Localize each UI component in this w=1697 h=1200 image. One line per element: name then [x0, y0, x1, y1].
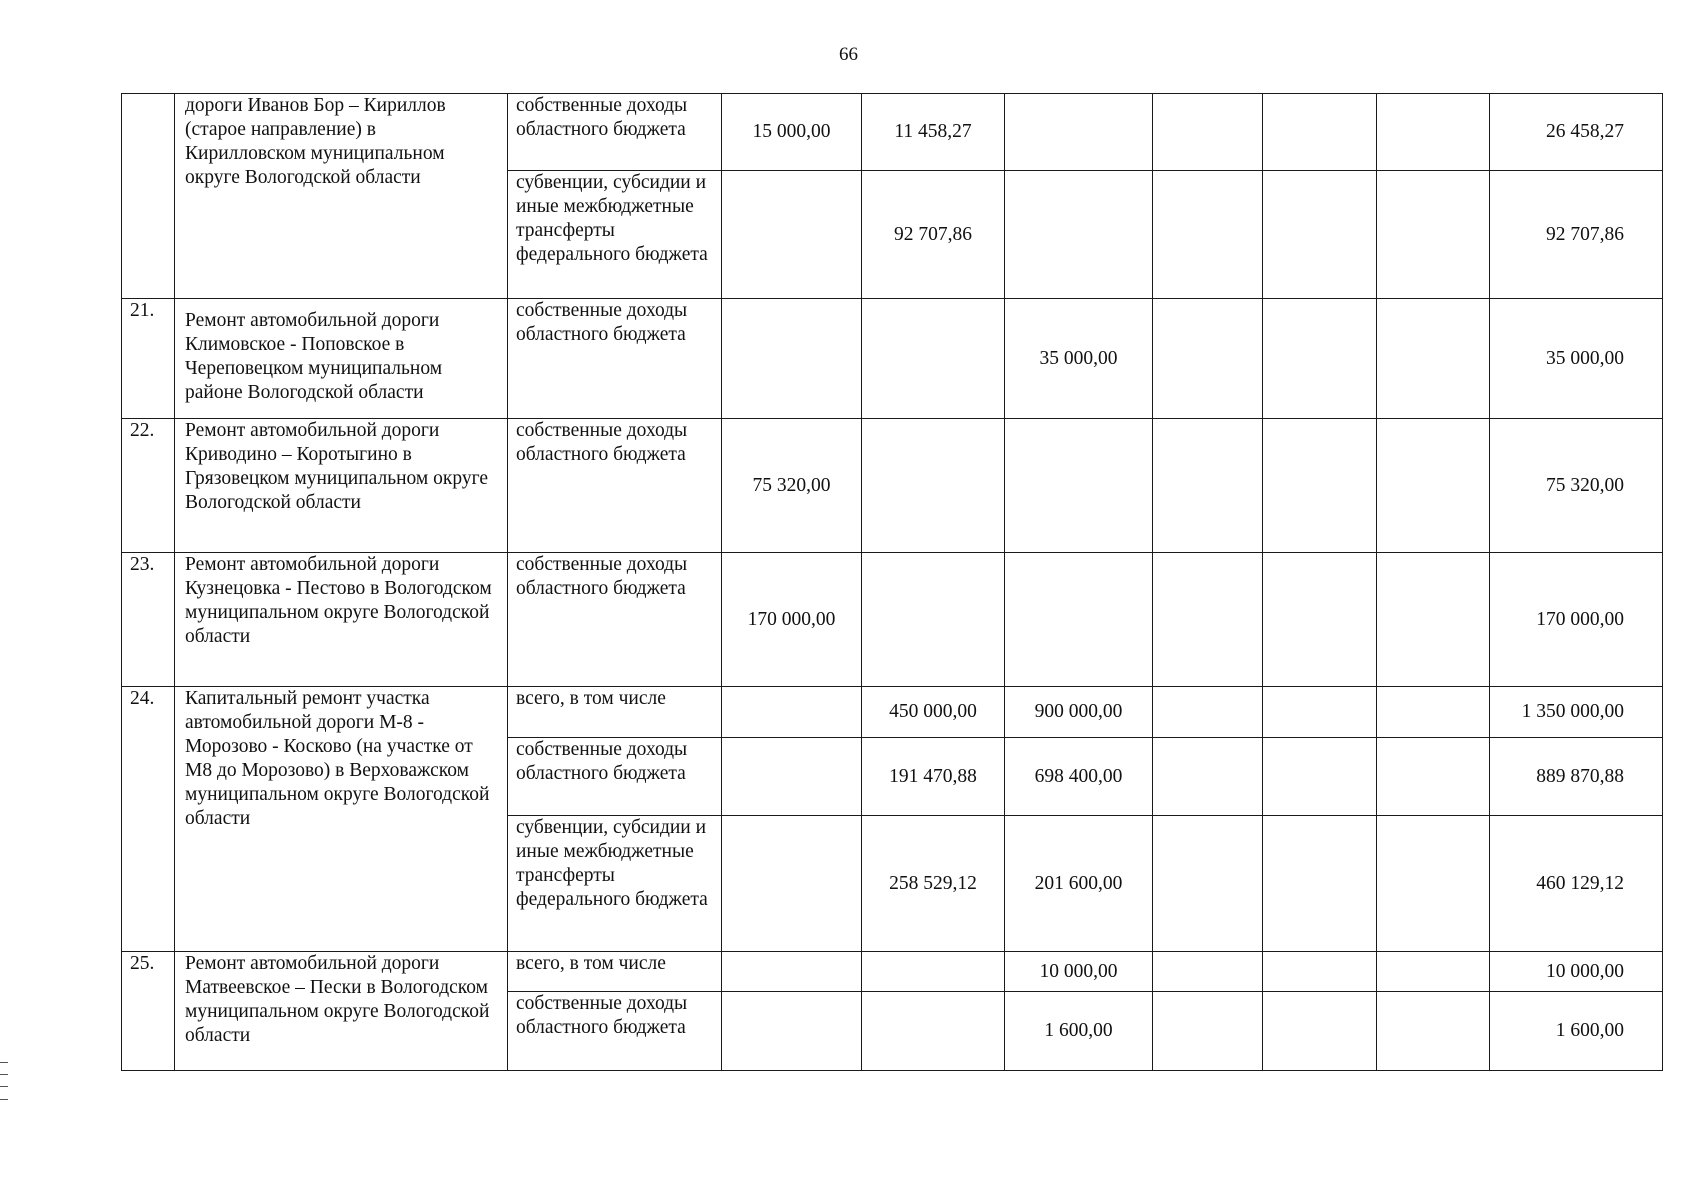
value-cell — [1153, 816, 1263, 952]
object-name — [175, 299, 508, 419]
row-number: 22. — [122, 419, 175, 553]
funding-source: собственные доходы областного бюджета — [508, 992, 722, 1071]
value-cell: 201 600,00 — [1005, 816, 1153, 952]
value-cell — [722, 687, 862, 738]
row-number — [122, 94, 175, 299]
value-cell — [1153, 94, 1263, 171]
page-number: 66 — [839, 44, 858, 65]
value-cell — [1263, 816, 1377, 952]
value-cell: 450 000,00 — [862, 687, 1005, 738]
value-cell — [1377, 992, 1490, 1071]
value-cell — [862, 299, 1005, 419]
value-cell — [1153, 952, 1263, 992]
funding-source: собственные доходы областного бюджета — [508, 94, 722, 171]
value-cell — [1005, 419, 1153, 553]
value-cell: 11 458,27 — [862, 94, 1005, 171]
value-cell — [1263, 419, 1377, 553]
value-cell — [1153, 992, 1263, 1071]
total-cell: 35 000,00 — [1490, 299, 1663, 419]
total-cell: 26 458,27 — [1490, 94, 1663, 171]
value-cell — [722, 299, 862, 419]
value-cell — [1263, 94, 1377, 171]
value-cell — [1263, 992, 1377, 1071]
value-cell — [722, 171, 862, 299]
value-cell — [1153, 553, 1263, 687]
table-row — [122, 299, 1663, 419]
funding-source: всего, в том числе — [508, 687, 722, 738]
table-row — [122, 94, 1663, 171]
funding-source: субвенции, субсидии и иные межбюджетные трансферты федерального бюджета — [508, 171, 722, 299]
value-cell — [1005, 171, 1153, 299]
funding-source: собственные доходы областного бюджета — [508, 738, 722, 816]
value-cell — [1377, 553, 1490, 687]
value-cell: 698 400,00 — [1005, 738, 1153, 816]
value-cell — [1377, 299, 1490, 419]
value-cell — [1377, 687, 1490, 738]
table-row — [122, 687, 1663, 738]
value-cell — [862, 553, 1005, 687]
value-cell: 191 470,88 — [862, 738, 1005, 816]
total-cell: 889 870,88 — [1490, 738, 1663, 816]
total-cell: 1 600,00 — [1490, 992, 1663, 1071]
total-cell: 1 350 000,00 — [1490, 687, 1663, 738]
value-cell — [862, 419, 1005, 553]
value-cell: 10 000,00 — [1005, 952, 1153, 992]
value-cell — [1263, 299, 1377, 419]
value-cell — [1377, 171, 1490, 299]
value-cell: 15 000,00 — [722, 94, 862, 171]
value-cell: 1 600,00 — [1005, 992, 1153, 1071]
value-cell — [1005, 553, 1153, 687]
value-cell — [1263, 553, 1377, 687]
value-cell: 35 000,00 — [1005, 299, 1153, 419]
value-cell — [1005, 94, 1153, 171]
value-cell — [722, 952, 862, 992]
object-name: Капитальный ремонт участка автомобильной дороги М-8 - Морозово - Косково (на участке от М8 до Морозово) в Верховажском муниципальном округе Вологодской области — [175, 687, 508, 952]
value-cell — [1377, 738, 1490, 816]
total-cell: 460 129,12 — [1490, 816, 1663, 952]
row-number: 21. — [122, 299, 175, 419]
object-name: Ремонт автомобильной дороги Матвеевское – Пески в Вологодском муниципальном округе Вологодской области — [175, 952, 508, 1071]
total-cell: 75 320,00 — [1490, 419, 1663, 553]
row-number: 24. — [122, 687, 175, 952]
budget-table — [121, 93, 1663, 1071]
value-cell — [1377, 94, 1490, 171]
table-row — [122, 952, 1663, 992]
object-name: дороги Иванов Бор – Кириллов (старое направление) в Кирилловском муниципальном округе Вологодской области — [175, 94, 508, 299]
value-cell — [1263, 171, 1377, 299]
table-row — [122, 553, 1663, 687]
value-cell — [722, 816, 862, 952]
scan-margin-marks — [0, 1062, 8, 1100]
value-cell: 92 707,86 — [862, 171, 1005, 299]
row-number: 25. — [122, 952, 175, 1071]
value-cell — [722, 738, 862, 816]
value-cell — [1263, 738, 1377, 816]
total-cell: 170 000,00 — [1490, 553, 1663, 687]
value-cell — [722, 992, 862, 1071]
value-cell — [862, 952, 1005, 992]
value-cell — [1263, 687, 1377, 738]
funding-source: собственные доходы областного бюджета — [508, 419, 722, 553]
object-name: Ремонт автомобильной дороги Криводино – Коротыгино в Грязовецком муниципальном округе Вологодской области — [175, 419, 508, 553]
value-cell — [1153, 419, 1263, 553]
funding-source: собственные доходы областного бюджета — [508, 553, 722, 687]
value-cell — [1153, 687, 1263, 738]
value-cell — [1377, 952, 1490, 992]
value-cell: 258 529,12 — [862, 816, 1005, 952]
value-cell: 900 000,00 — [1005, 687, 1153, 738]
value-cell — [1153, 171, 1263, 299]
value-cell — [862, 992, 1005, 1071]
value-cell — [1377, 419, 1490, 553]
value-cell — [1153, 738, 1263, 816]
funding-source: всего, в том числе — [508, 952, 722, 992]
total-cell: 92 707,86 — [1490, 171, 1663, 299]
row-number: 23. — [122, 553, 175, 687]
funding-source: субвенции, субсидии и иные межбюджетные трансферты федерального бюджета — [508, 816, 722, 952]
total-cell: 10 000,00 — [1490, 952, 1663, 992]
value-cell: 75 320,00 — [722, 419, 862, 553]
value-cell — [1153, 299, 1263, 419]
value-cell — [1263, 952, 1377, 992]
object-name: Ремонт автомобильной дороги Кузнецовка - Пестово в Вологодском муниципальном округе Вологодской области — [175, 553, 508, 687]
table-row — [122, 419, 1663, 553]
object-name-text: Ремонт автомобильной дороги Климовское - Поповское в Череповецком муниципальном районе Вологодской области — [185, 310, 443, 403]
funding-source: собственные доходы областного бюджета — [508, 299, 722, 419]
value-cell: 170 000,00 — [722, 553, 862, 687]
value-cell — [1377, 816, 1490, 952]
